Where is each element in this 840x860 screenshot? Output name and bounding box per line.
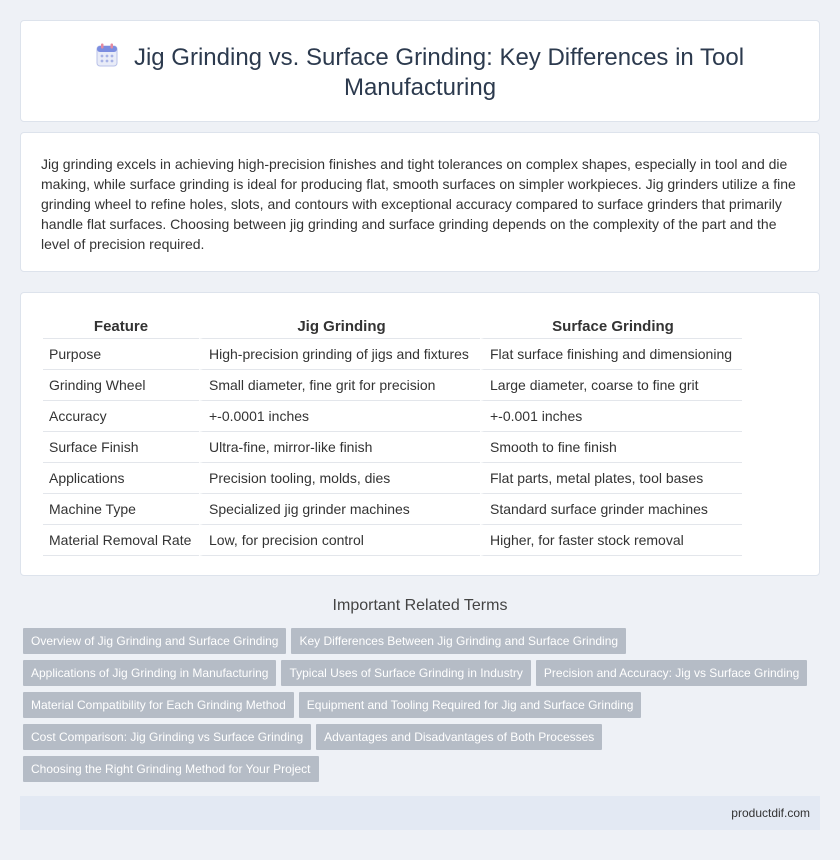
table-header-row <box>43 315 742 339</box>
jig-grinding-cell: Ultra-fine, mirror-like finish <box>199 432 480 463</box>
related-term-tag[interactable]: Choosing the Right Grinding Method for Your Project <box>23 756 319 782</box>
feature-cell: Applications <box>43 463 199 494</box>
comparison-card <box>20 292 820 576</box>
page-title: Jig Grinding vs. Surface Grinding: Key Differences in Tool Manufacturing <box>133 44 745 101</box>
jig-grinding-cell: High-precision grinding of jigs and fixtures <box>199 339 480 370</box>
table-row <box>43 401 742 432</box>
surface-grinding-cell: Large diameter, coarse to fine grit <box>480 370 742 401</box>
table-row <box>43 463 742 494</box>
tag-row <box>23 724 823 756</box>
related-term-tag[interactable]: Advantages and Disadvantages of Both Processes <box>316 724 602 750</box>
table-row <box>43 525 742 556</box>
page-title-row <box>21 43 819 103</box>
title-card <box>20 20 820 122</box>
intro-paragraph: Jig grinding excels in achieving high-precision finishes and tight tolerances on complex shapes, especially in tool and die making, while surface grinding is ideal for producing flat, smooth surfaces on simpler workpieces. Jig grinders utilize a fine grinding wheel to refine holes, slots, and contours with exceptional accuracy compared to surface grinders that primarily handle flat surfaces. Choosing between jig grinding and surface grinding depends on the complexity of the part and the level of precision required. <box>41 156 796 252</box>
feature-cell: Grinding Wheel <box>43 370 199 401</box>
jig-grinding-cell: Small diameter, fine grit for precision <box>199 370 480 401</box>
tag-row <box>23 692 823 724</box>
table-row <box>43 370 742 401</box>
feature-cell: Machine Type <box>43 494 199 525</box>
related-term-tag[interactable]: Key Differences Between Jig Grinding and Surface Grinding <box>291 628 626 654</box>
column-header-jig-grinding: Jig Grinding <box>199 315 480 339</box>
surface-grinding-cell: Standard surface grinder machines <box>480 494 742 525</box>
feature-cell: Accuracy <box>43 401 199 432</box>
footer <box>20 796 820 830</box>
related-term-tag[interactable]: Cost Comparison: Jig Grinding vs Surface Grinding <box>23 724 311 750</box>
surface-grinding-cell: Smooth to fine finish <box>480 432 742 463</box>
related-term-tag[interactable]: Applications of Jig Grinding in Manufacturing <box>23 660 276 686</box>
related-terms-heading: Important Related Terms <box>332 597 508 614</box>
column-header-feature: Feature <box>43 315 199 339</box>
column-header-surface-grinding: Surface Grinding <box>480 315 742 339</box>
table-row <box>43 432 742 463</box>
intro-card <box>20 132 820 272</box>
surface-grinding-cell: Higher, for faster stock removal <box>480 525 742 556</box>
jig-grinding-cell: +-0.0001 inches <box>199 401 480 432</box>
comparison-table <box>43 315 742 556</box>
tag-row <box>23 756 823 788</box>
jig-grinding-cell: Precision tooling, molds, dies <box>199 463 480 494</box>
feature-cell: Material Removal Rate <box>43 525 199 556</box>
feature-cell: Surface Finish <box>43 432 199 463</box>
related-term-tag[interactable]: Material Compatibility for Each Grinding Method <box>23 692 294 718</box>
feature-cell: Purpose <box>43 339 199 370</box>
surface-grinding-cell: +-0.001 inches <box>480 401 742 432</box>
related-term-tag[interactable]: Typical Uses of Surface Grinding in Industry <box>281 660 530 686</box>
tag-row <box>23 628 823 660</box>
related-terms-list <box>23 628 823 788</box>
tag-row <box>23 660 823 692</box>
footer-site-link[interactable]: productdif.com <box>731 806 810 820</box>
related-term-tag[interactable]: Precision and Accuracy: Jig vs Surface Grinding <box>536 660 807 686</box>
surface-grinding-cell: Flat surface finishing and dimensioning <box>480 339 742 370</box>
jig-grinding-cell: Specialized jig grinder machines <box>199 494 480 525</box>
calendar-icon <box>96 43 118 67</box>
surface-grinding-cell: Flat parts, metal plates, tool bases <box>480 463 742 494</box>
related-term-tag[interactable]: Equipment and Tooling Required for Jig and Surface Grinding <box>299 692 642 718</box>
table-row <box>43 339 742 370</box>
jig-grinding-cell: Low, for precision control <box>199 525 480 556</box>
related-term-tag[interactable]: Overview of Jig Grinding and Surface Grinding <box>23 628 286 654</box>
table-row <box>43 494 742 525</box>
